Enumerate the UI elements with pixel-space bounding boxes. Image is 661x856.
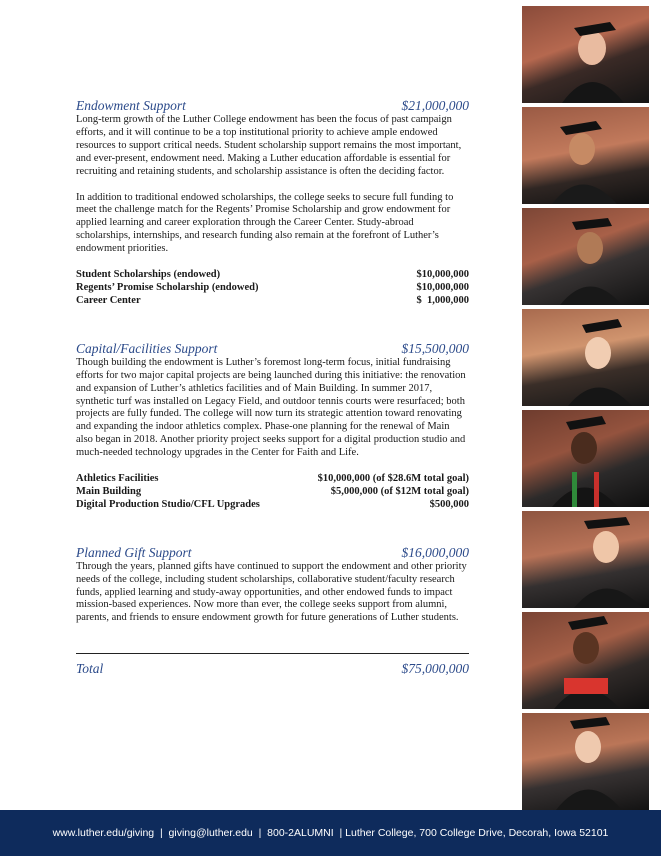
total-amount: $75,000,000	[401, 661, 469, 677]
capital-amount: $15,500,000	[401, 340, 469, 356]
item-value: $500,000	[429, 498, 469, 510]
endowment-title: Endowment Support	[76, 98, 186, 113]
graduate-photo	[522, 309, 649, 406]
capital-title: Capital/Facilities Support	[76, 340, 218, 356]
graduate-photo	[522, 511, 649, 608]
item-value: $10,000,000	[416, 281, 469, 293]
endowment-paragraph-1: Long-term growth of the Luther College endowment has been the focus of past campaign efforts, and it will continue to be a top institutional priority to achieve ample endowed resources to support critical needs. Student scholarship support remains the most important, and ever-present, endowment need. Making a Luther education affordable is essential for recruiting and retaining students, and scholarship assistance is often the deciding factor.	[76, 114, 462, 177]
item-label: Student Scholarships (endowed)	[76, 269, 221, 281]
total-divider	[76, 653, 469, 654]
planned-paragraph: Through the years, planned gifts have continued to support the endowment and other priority needs of the college, including student scholarships, collaborative student/faculty research funds, applied learning and study-away opportunities, and other endowed funds to impact mission-based experiences. Now more than ever, the college seeks support from alumni, parents, and friends to ensure endowment growth for future generations of Luther students.	[76, 560, 467, 624]
graduate-photo	[522, 713, 649, 810]
list-item	[76, 499, 469, 512]
item-label: Main Building	[76, 485, 142, 497]
graduate-photo	[522, 208, 649, 305]
item-label: Regents’ Promise Scholarship (endowed)	[76, 281, 259, 293]
endowment-items	[76, 269, 469, 308]
list-item	[76, 295, 469, 308]
list-item	[76, 486, 469, 499]
item-value: $10,000,000	[416, 269, 469, 281]
planned-section	[76, 545, 469, 626]
planned-heading	[76, 545, 469, 561]
item-value: $10,000,000 (of $28.6M total goal)	[317, 473, 469, 485]
endowment-heading	[76, 98, 469, 114]
graduate-photo	[522, 410, 649, 507]
capital-items	[76, 473, 469, 512]
capital-paragraph: Though building the endowment is Luther’s foremost long-term focus, initial fundraising efforts for two major capital projects are being launched during this initiative: the renovation and expansion of Luther’s athletics facilities and of Main Building. In summer 2017, synthetic turf was installed on Legacy Field, and outdoor tennis courts were resurfaced; both projects are fully funded. The college will now turn its strategic attention toward renovating and expanding the indoor athletics complex. Phase-one planning for the renewal of Main also began in 2018. Another priority project seeks support for a digital production studio and much-needed technology upgrades in the Center for Faith and Life.	[76, 356, 466, 459]
planned-amount: $16,000,000	[401, 544, 469, 560]
graduate-photo	[522, 6, 649, 103]
item-label: Career Center	[76, 294, 141, 306]
endowment-amount: $21,000,000	[401, 98, 469, 113]
item-value: $ 1,000,000	[416, 294, 469, 306]
graduate-photo	[522, 107, 649, 204]
item-label: Athletics Facilities	[76, 473, 159, 485]
footer-contact-text: www.luther.edu/giving | giving@luther.edu | 800-2ALUMNI | Luther College, 700 College Drive, Decorah, Iowa 52101	[52, 827, 609, 839]
list-item	[76, 473, 469, 486]
list-item	[76, 269, 469, 282]
endowment-section	[76, 98, 469, 308]
planned-title: Planned Gift Support	[76, 544, 192, 560]
item-label: Digital Production Studio/CFL Upgrades	[76, 498, 260, 510]
item-value: $5,000,000 (of $12M total goal)	[330, 485, 469, 497]
graduate-photo-strip	[522, 6, 649, 814]
graduate-photo	[522, 612, 649, 709]
contact-footer	[0, 810, 661, 856]
capital-section	[76, 341, 469, 512]
total-label: Total	[76, 661, 104, 677]
total-row	[76, 661, 469, 677]
capital-heading	[76, 341, 469, 357]
main-content	[76, 98, 469, 677]
list-item	[76, 282, 469, 295]
endowment-paragraph-2: In addition to traditional endowed scholarships, the college seeks to secure full funding to meet the challenge match for the Regents’ Promise Scholarship and grow endowment for applied learning and career exploration through the Career Center. Study-abroad scholarships, internships, and research funding also remain at the forefront of Luther’s endowment priorities.	[76, 191, 454, 255]
